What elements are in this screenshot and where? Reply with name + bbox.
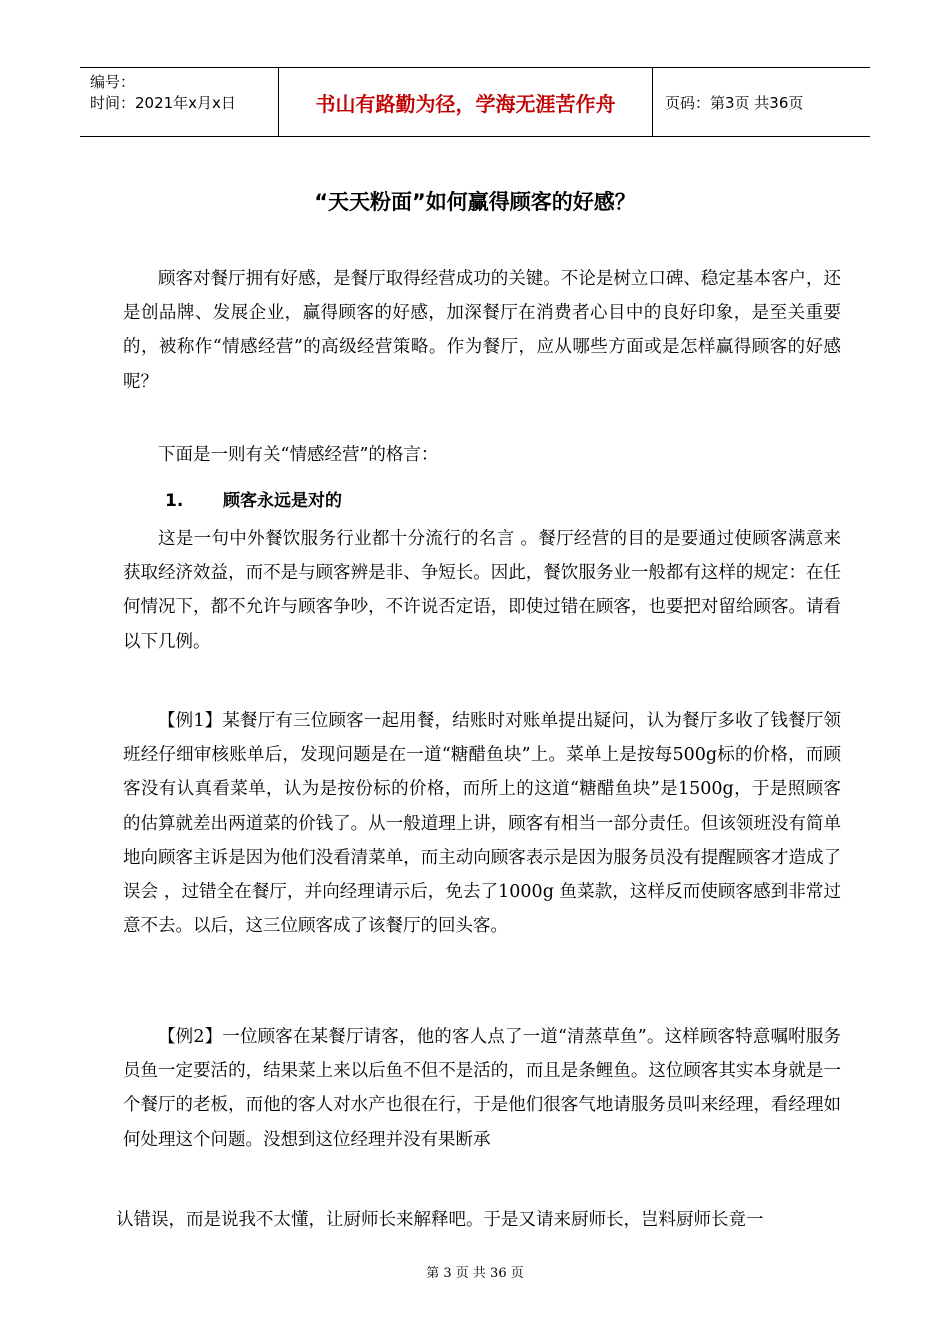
header-page-info: 页码：第3页 共36页 [665,93,804,112]
section-heading [165,486,342,511]
example2-paragraph: 【例2】一位顾客在某餐厅请客，他的客人点了一道“清蒸草鱼”。这样顾客特意嘱咐服务员鱼一定要活的，结果菜上来以后鱼不但不是活的，而且是条鲤鱼。这位顾客其实本身就是一个餐厅的老板，而他的客人对水产也很在行，于是他们很客气地请服务员叫来经理，看经理如何处理这个问题。没想到这位经理并没有果断承 [123,1027,841,1150]
document-title: “天天粉面”如何赢得顾客的好感？ [314,190,636,214]
maxim-intro: 下面是一则有关“情感经营”的格言： [158,445,439,465]
section-number: 1. [165,491,184,511]
example1-paragraph: 【例1】某餐厅有三位顾客一起用餐，结账时对账单提出疑问，认为餐厅多收了钱餐厅领班经仔细审核账单后，发现问题是在一道“糖醋鱼块”上。菜单上是按每500g标的价格，而顾客没有认真看菜单，认为是按份标的价格，而所上的这道“糖醋鱼块”是1500g，于是照顾客的估算就差出两道菜的价钱了。从一般道理上讲，顾客有相当一部分责任。但该领班没有简单地向顾客主诉是因为他们没看清菜单，而主动向顾客表示是因为服务员没有提醒顾客才造成了误会 ，过错全在餐厅，并向经理请示后，免去了1000g 鱼菜款，这样反而使顾客感到非常过意不去。以后，这三位顾客成了该餐厅的回头客。 [123,711,841,937]
number-label: 编号： [90,73,136,91]
header-motto: 书山有路勤为径，学海无涯苦作舟 [279,68,653,136]
continuation-line: 认错误，而是说我不太懂，让厨师长来解释吧。于是又请来厨师长，岂料厨师长竟一 [116,1210,764,1230]
page-footer: 第 3 页 共 36 页 [426,1266,524,1281]
intro-paragraph: 顾客对餐厅拥有好感，是餐厅取得经营成功的关键。不论是树立口碑、稳定基本客户，还是创品牌、发展企业，赢得顾客的好感，加深餐厅在消费者心目中的良好印象，是至关重要的，被称作“情感经营”的高级经营策略。作为餐厅，应从哪些方面或是怎样赢得顾客的好感呢？ [123,269,841,392]
date-label: 时间：2021年x月x日 [90,94,236,112]
section1-body: 这是一句中外餐饮服务行业都十分流行的名言 。餐厅经营的目的是要通过使顾客满意来获取经济效益，而不是与顾客辨是非、争短长。因此，餐饮服务业一般都有这样的规定：在任何情况下，都不允许与顾客争吵，不许说否定语，即使过错在顾客，也要把对留给顾客。请看以下几例。 [123,529,841,652]
section-title: 顾客永远是对的 [223,491,342,511]
header-meta [80,68,279,136]
page-header [80,67,870,137]
